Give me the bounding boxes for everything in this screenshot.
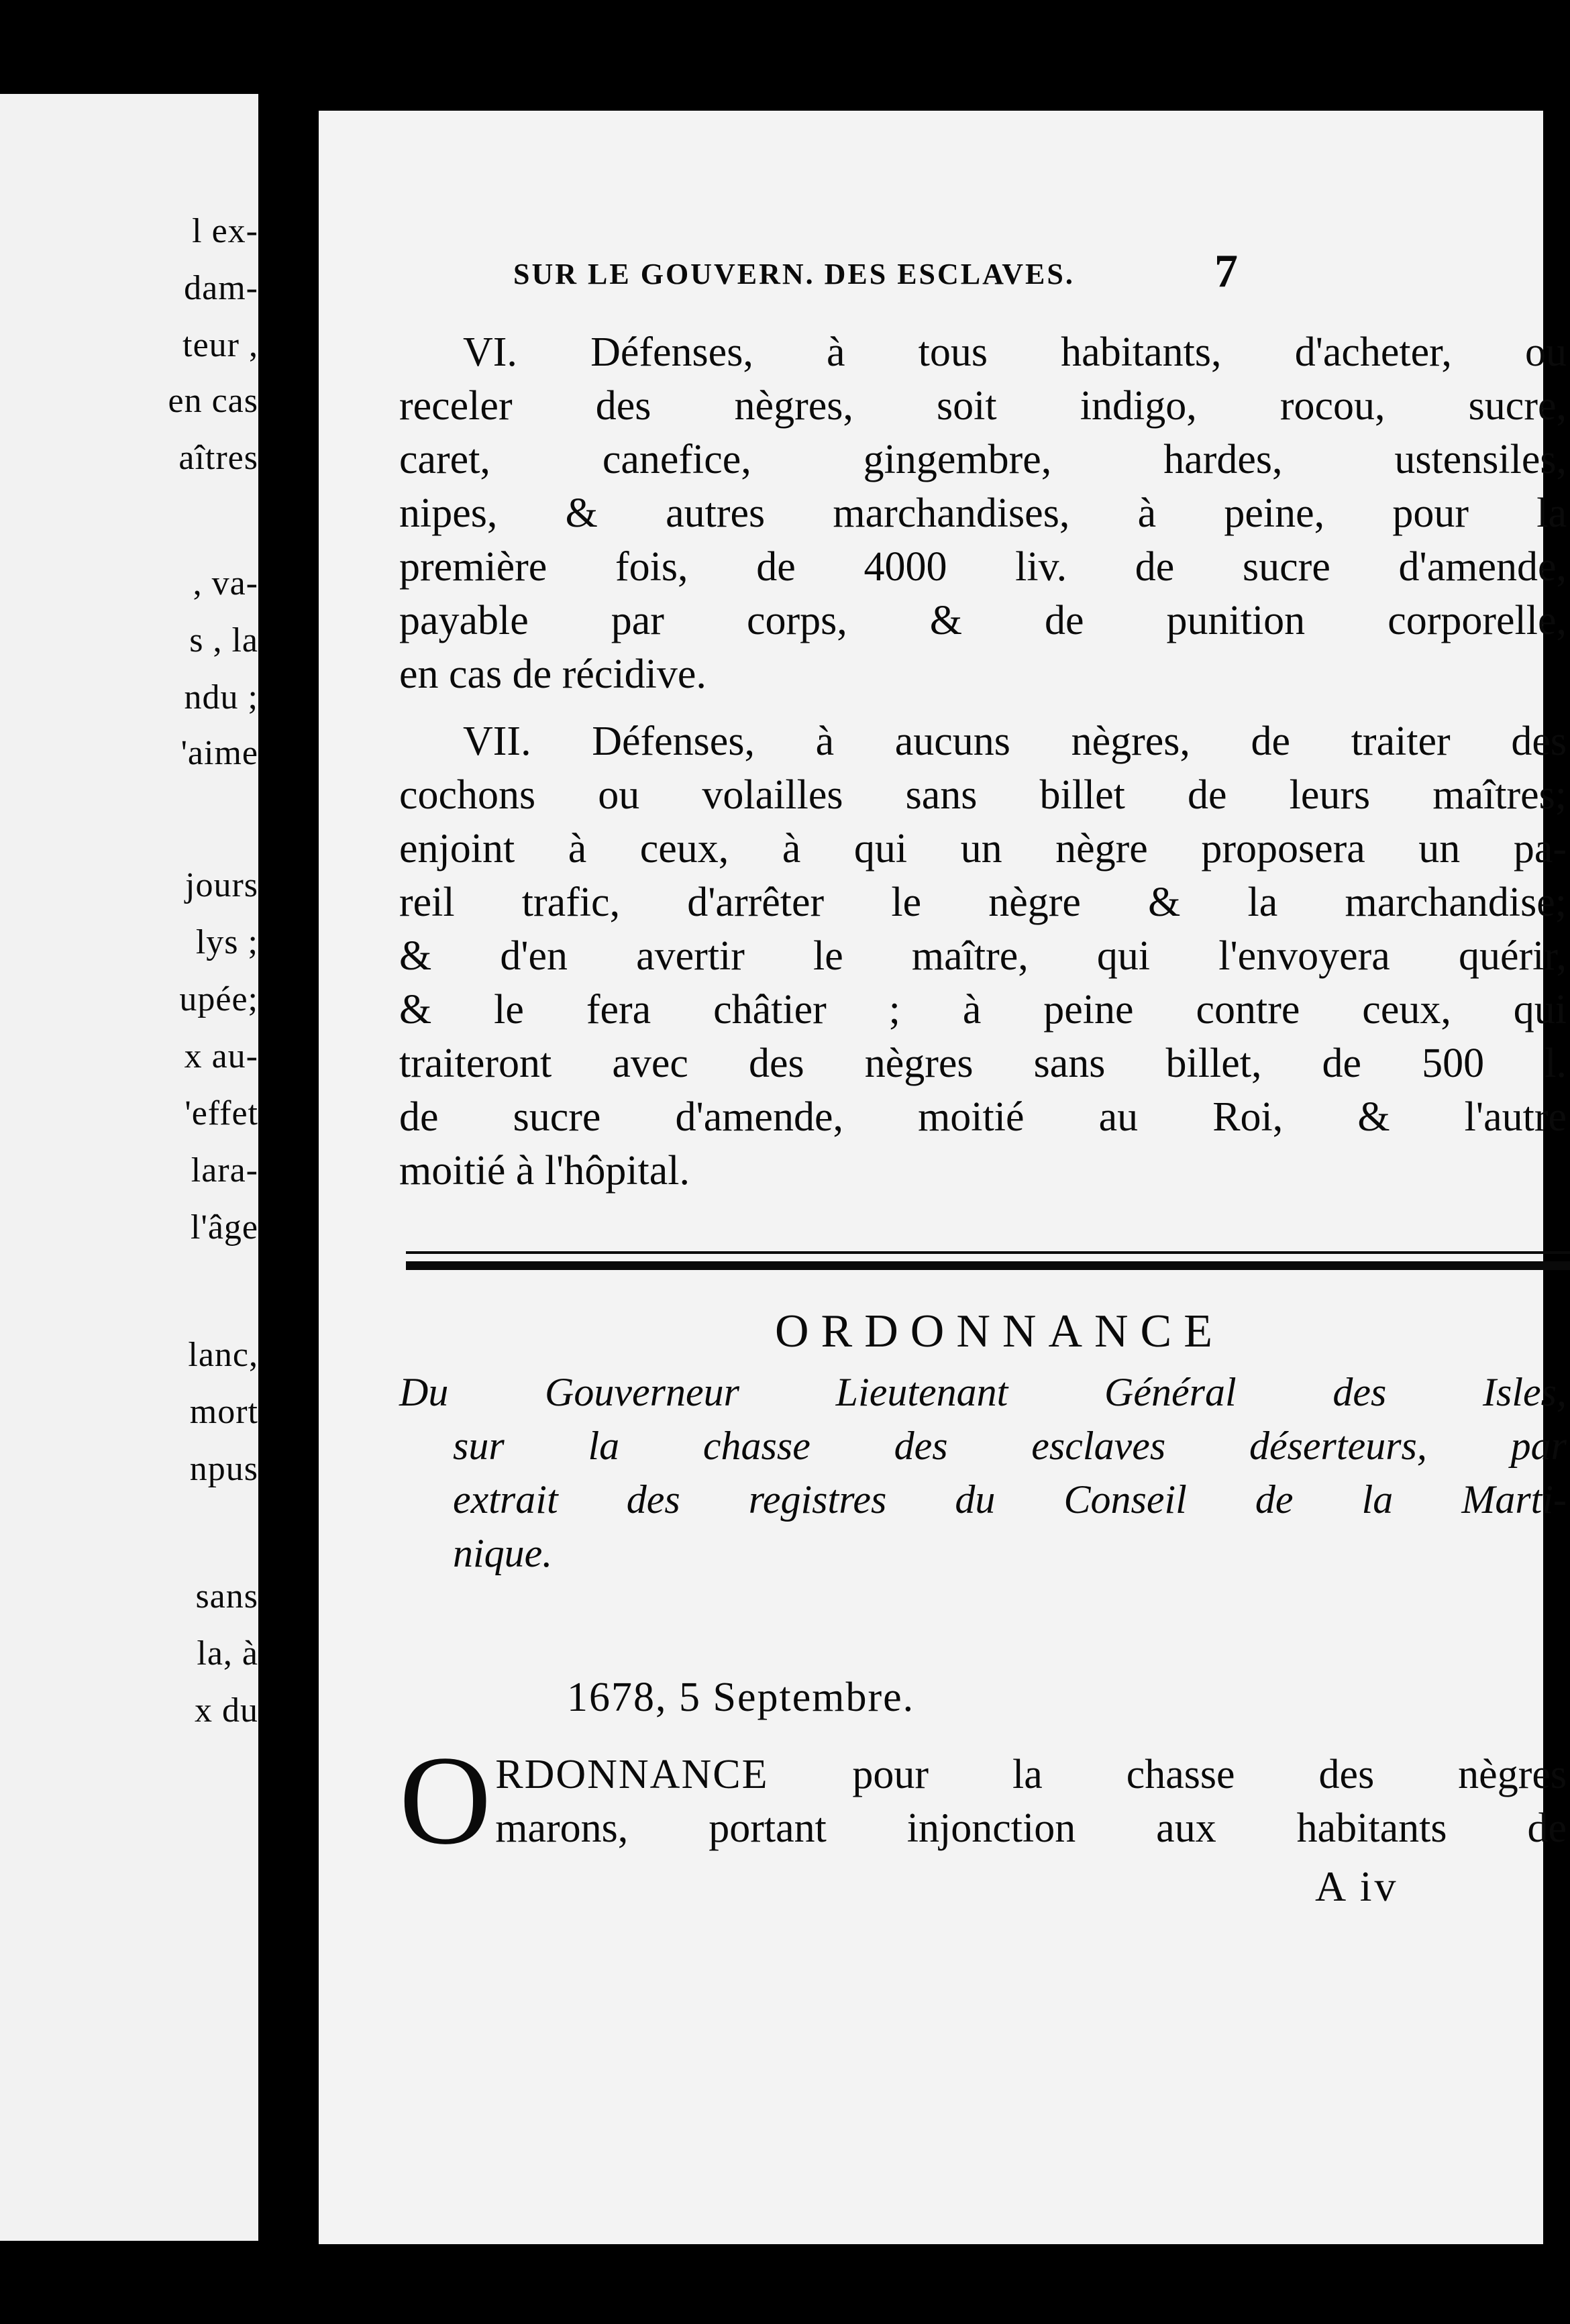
left-page-fragment: jours xyxy=(185,866,258,904)
left-page-fragment: sans xyxy=(195,1577,258,1616)
body-line: marons, portant injonction aux habitants de xyxy=(495,1805,1567,1851)
left-page-fragment: 'effet xyxy=(185,1094,258,1132)
article-vii xyxy=(399,715,1567,1198)
article-line: enjoint à ceux, à qui un nègre proposera un pa- xyxy=(399,826,1567,872)
left-page-fragment: dam- xyxy=(184,269,258,307)
date-line: 1678, 5 Septembre. xyxy=(567,1675,915,1720)
left-page-fragment: x du xyxy=(195,1691,258,1730)
section-subtitle xyxy=(399,1365,1567,1580)
article-line: VII. Défenses, à aucuns nègres, de traiter des xyxy=(463,719,1567,764)
article-line: & le fera châtier ; à peine contre ceux, qui xyxy=(399,987,1567,1033)
left-page-fragment: 'aime xyxy=(180,734,258,772)
article-line: première fois, de 4000 liv. de sucre d'amende, xyxy=(399,544,1567,590)
article-line: en cas de récidive. xyxy=(399,651,706,697)
ordonnance-body xyxy=(399,1730,1567,1871)
left-page-fragment: lys ; xyxy=(195,923,258,961)
article-line: reil trafic, d'arrêter le nègre & la marchandise; xyxy=(399,880,1567,925)
article-line: VI. Défenses, à tous habitants, d'acheter, ou xyxy=(463,329,1567,375)
signature-mark: A iv xyxy=(1315,1862,1399,1910)
left-page-fragment: x au- xyxy=(184,1037,258,1075)
left-page-fragment: aîtres xyxy=(178,439,258,477)
left-page-fragment: teur , xyxy=(182,326,258,364)
body-line: pour la chasse des nègres xyxy=(768,1752,1567,1797)
article-line: moitié à l'hôpital. xyxy=(399,1148,690,1194)
previous-page xyxy=(0,94,258,2241)
book-gutter xyxy=(258,101,322,2248)
article-line: traiteront avec des nègres sans billet, de 500 l. xyxy=(399,1041,1567,1086)
article-line: receler des nègres, soit indigo, rocou, sucre, xyxy=(399,383,1567,429)
section-title: ORDONNANCE xyxy=(775,1306,1224,1357)
section-rule-thin xyxy=(406,1251,1570,1254)
left-page-fragment: en cas xyxy=(168,382,258,420)
subtitle-line: extrait des registres du Conseil de la Marti- xyxy=(453,1477,1567,1522)
left-page-fragment: npus xyxy=(189,1450,258,1488)
left-page-fragment: s , la xyxy=(189,621,258,659)
left-page-fragment: mort xyxy=(189,1393,258,1431)
drop-cap: O xyxy=(399,1730,492,1871)
page-number: 7 xyxy=(1214,246,1238,297)
left-page-fragment: l'âge xyxy=(191,1208,258,1247)
running-head: SUR LE GOUVERN. DES ESCLAVES. xyxy=(513,258,1075,290)
left-page-fragment: lara- xyxy=(191,1151,258,1190)
article-vi xyxy=(399,325,1567,701)
subtitle-line: Du Gouverneur Lieutenant Général des Isles, xyxy=(399,1370,1567,1414)
left-page-fragment: , va- xyxy=(193,564,258,602)
left-page-fragment: ndu ; xyxy=(184,678,258,717)
subtitle-line: sur la chasse des esclaves déserteurs, par xyxy=(453,1424,1567,1468)
article-line: payable par corps, & de punition corporelle, xyxy=(399,598,1567,643)
article-line: caret, canefice, gingembre, hardes, ustensiles, xyxy=(399,437,1567,482)
article-line: & d'en avertir le maître, qui l'envoyera quérir, xyxy=(399,933,1567,979)
left-page-fragment: la, à xyxy=(197,1634,258,1673)
article-line: nipes, & autres marchandises, à peine, pour la xyxy=(399,490,1567,536)
article-line: cochons ou volailles sans billet de leurs maîtres; xyxy=(399,772,1567,818)
left-page-fragment: upée; xyxy=(179,980,258,1018)
body-smallcaps: RDONNANCE xyxy=(495,1752,769,1797)
section-rule-thick xyxy=(406,1261,1570,1270)
left-page-fragment: lanc, xyxy=(188,1336,258,1374)
left-page-fragment: l ex- xyxy=(192,212,258,250)
main-page xyxy=(319,111,1567,2244)
subtitle-line: nique. xyxy=(453,1531,553,1575)
article-line: de sucre d'amende, moitié au Roi, & l'autre xyxy=(399,1094,1567,1140)
